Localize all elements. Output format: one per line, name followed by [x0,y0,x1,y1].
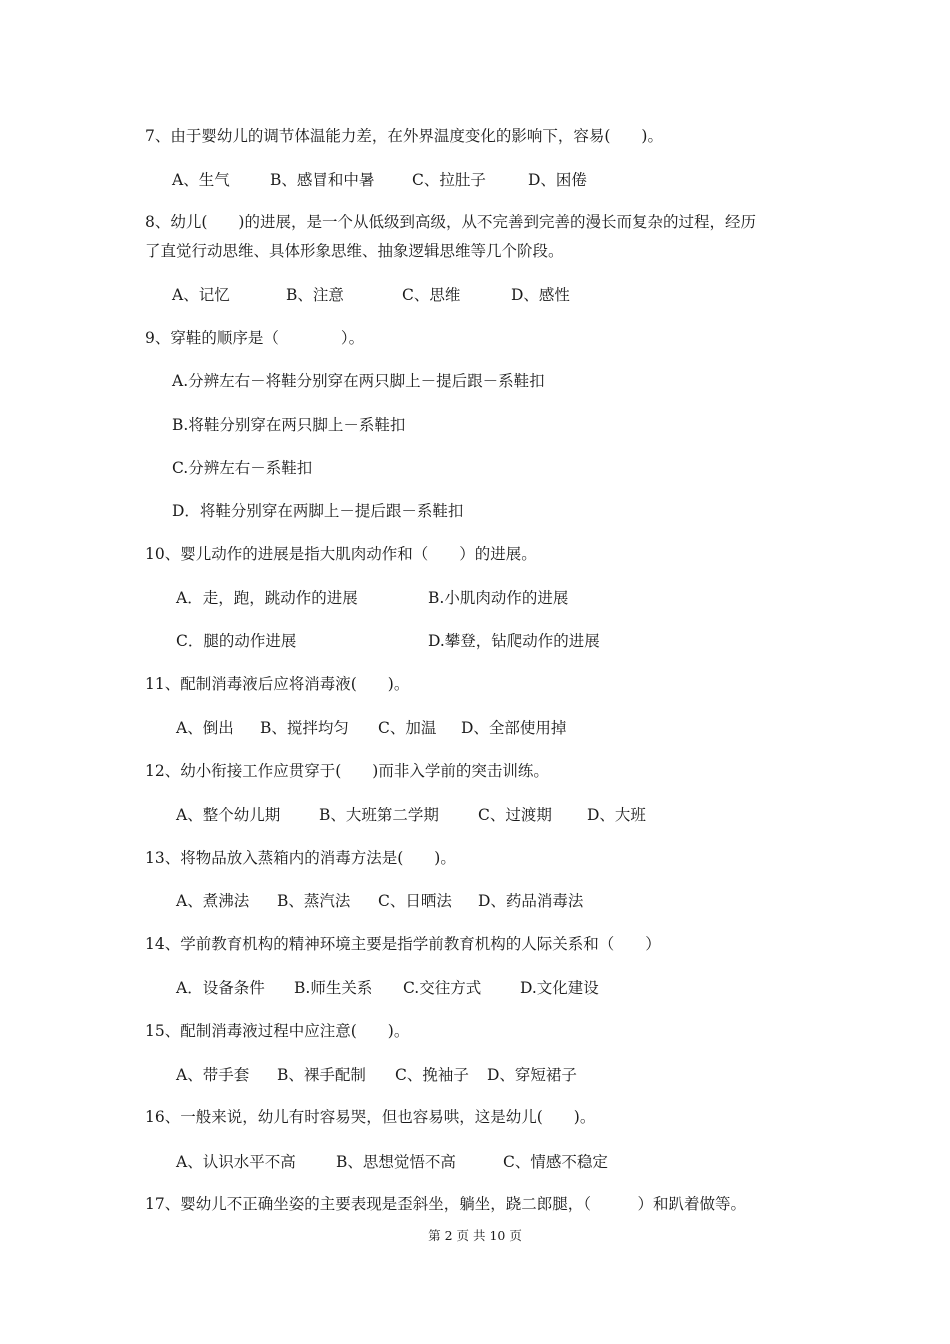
question-10-option-c: C．腿的动作进展 [176,632,297,650]
question-8-stem-line1: 8、幼儿( )的进展，是一个从低级到高级，从不完善到完善的漫长而复杂的过程，经历 [145,213,756,231]
question-13-option-a: A、煮沸法 [176,892,250,910]
question-14-option-c: C.交往方式 [403,979,482,997]
question-15-option-d: D、穿短裙子 [487,1066,577,1084]
question-13-stem: 13、将物品放入蒸箱内的消毒方法是( )。 [145,849,456,867]
question-7-option-d: D、困倦 [528,171,587,189]
question-13-option-b: B、蒸汽法 [277,892,351,910]
question-8-option-a: A、记忆 [172,286,230,304]
question-11-option-b: B、搅拌均匀 [260,719,349,737]
question-11-option-c: C、加温 [378,719,437,737]
question-7-option-c: C、拉肚子 [412,171,486,189]
question-16-option-a: A、认识水平不高 [176,1153,296,1171]
question-10-option-b: B.小肌肉动作的进展 [428,589,569,607]
question-16-option-c: C、情感不稳定 [503,1153,608,1171]
question-10-option-a: A．走，跑，跳动作的进展 [176,589,358,607]
question-10-stem: 10、婴儿动作的进展是指大肌肉动作和（ ）的进展。 [145,545,537,563]
question-15-option-b: B、裸手配制 [277,1066,366,1084]
question-9-option-d: D．将鞋分别穿在两脚上－提后跟－系鞋扣 [172,502,464,520]
question-13-option-d: D、药品消毒法 [478,892,584,910]
question-15-option-a: A、带手套 [176,1066,250,1084]
question-11-option-d: D、全部使用掉 [461,719,567,737]
question-7-option-b: B、感冒和中暑 [270,171,375,189]
question-13-option-c: C、日晒法 [378,892,452,910]
question-8-option-b: B、注意 [286,286,344,304]
question-14-option-b: B.师生关系 [294,979,373,997]
question-9-stem: 9、穿鞋的顺序是（ ）。 [145,329,365,347]
question-8-stem-line2: 了直觉行动思维、具体形象思维、抽象逻辑思维等几个阶段。 [145,242,564,260]
question-8-option-c: C、思维 [402,286,461,304]
page-number-footer: 第 2 页 共 10 页 [428,1228,522,1243]
question-7-option-a: A、生气 [172,171,230,189]
question-15-option-c: C、挽袖子 [395,1066,469,1084]
question-14-option-d: D.文化建设 [520,979,599,997]
question-9-option-c: C.分辨左右－系鞋扣 [172,459,313,477]
question-7-stem: 7、由于婴幼儿的调节体温能力差，在外界温度变化的影响下，容易( )。 [145,127,663,145]
question-16-option-b: B、思想觉悟不高 [336,1153,456,1171]
question-10-option-d: D.攀登，钻爬动作的进展 [428,632,600,650]
question-15-stem: 15、配制消毒液过程中应注意( )。 [145,1022,410,1040]
question-14-option-a: A．设备条件 [176,979,265,997]
question-16-stem: 16、一般来说，幼儿有时容易哭，但也容易哄，这是幼儿( )。 [145,1108,596,1126]
question-12-option-d: D、大班 [587,806,646,824]
question-12-option-c: C、过渡期 [478,806,552,824]
question-17-stem: 17、婴幼儿不正确坐姿的主要表现是歪斜坐，躺坐，跷二郎腿，（ ）和趴着做等。 [145,1195,746,1213]
question-11-stem: 11、配制消毒液后应将消毒液( )。 [145,675,410,693]
question-12-option-b: B、大班第二学期 [319,806,439,824]
question-8-option-d: D、感性 [511,286,570,304]
question-11-option-a: A、倒出 [176,719,234,737]
question-9-option-a: A.分辨左右－将鞋分别穿在两只脚上－提后跟－系鞋扣 [172,372,545,390]
question-9-option-b: B.将鞋分别穿在两只脚上－系鞋扣 [172,416,406,434]
question-12-option-a: A、整个幼儿期 [176,806,281,824]
question-14-stem: 14、学前教育机构的精神环境主要是指学前教育机构的人际关系和（ ） [145,935,661,953]
question-12-stem: 12、幼小衔接工作应贯穿于( )而非入学前的突击训练。 [145,762,549,780]
